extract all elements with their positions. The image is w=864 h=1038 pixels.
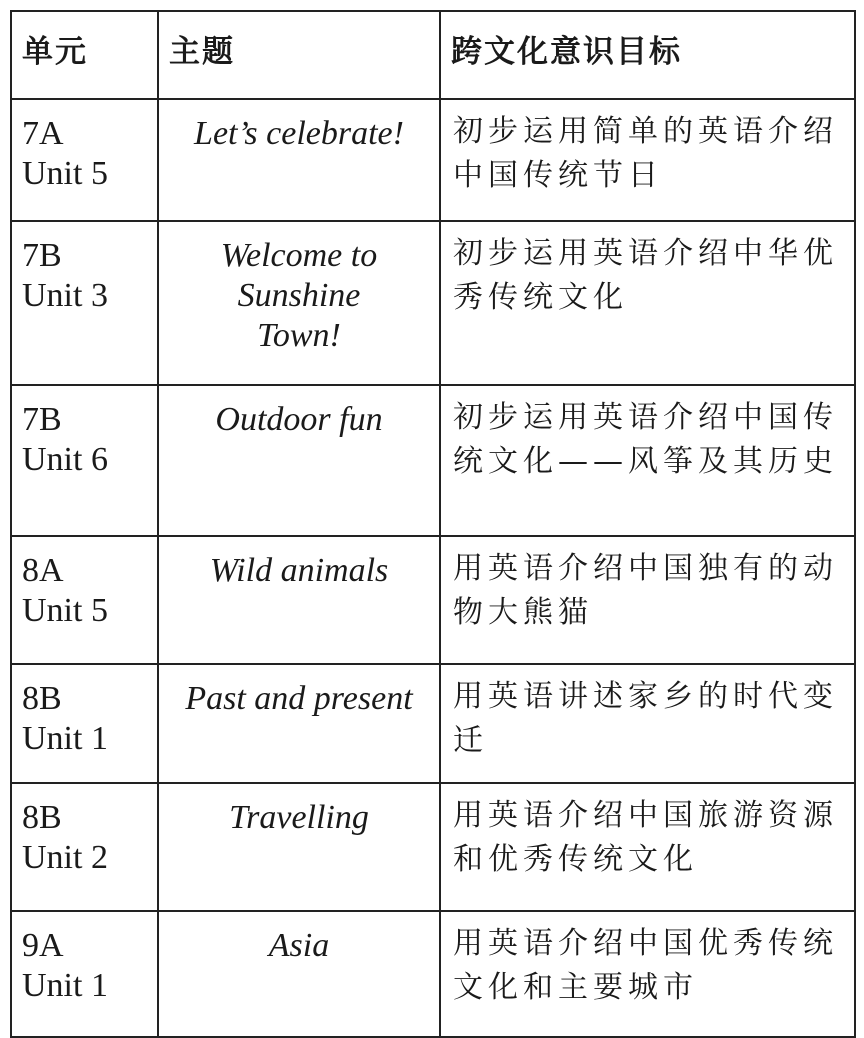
- grade-label: 8B: [22, 799, 62, 836]
- grade-label: 8B: [22, 680, 62, 717]
- unit-label: Unit 5: [22, 155, 108, 192]
- unit-label: Unit 3: [22, 277, 108, 314]
- grade-label: 7A: [22, 115, 64, 152]
- unit-cell: [11, 911, 158, 1037]
- table-row: [11, 783, 855, 911]
- theme-cell: Outdoor fun: [158, 385, 440, 536]
- unit-label: Unit 1: [22, 967, 108, 1004]
- table-row: [11, 221, 855, 385]
- table-row: [11, 536, 855, 664]
- table-row: [11, 385, 855, 536]
- header-goal: 跨文化意识目标: [440, 11, 855, 99]
- goal-cell: 用英语讲述家乡的时代变迁: [440, 664, 855, 783]
- unit-cell: [11, 664, 158, 783]
- unit-label: Unit 1: [22, 720, 108, 757]
- unit-cell: [11, 385, 158, 536]
- grade-label: 8A: [22, 552, 64, 589]
- table-header-row: [11, 11, 855, 99]
- unit-label: Unit 2: [22, 839, 108, 876]
- goal-cell: 用英语介绍中国旅游资源和优秀传统文化: [440, 783, 855, 911]
- unit-cell: [11, 783, 158, 911]
- unit-cell: [11, 221, 158, 385]
- table-row: [11, 911, 855, 1037]
- theme-cell: Welcome to Sunshine Town!: [158, 221, 440, 385]
- grade-label: 7B: [22, 237, 62, 274]
- goal-cell: 初步运用简单的英语介绍中国传统节日: [440, 99, 855, 221]
- goal-cell: 用英语介绍中国优秀传统文化和主要城市: [440, 911, 855, 1037]
- theme-cell: Past and present: [158, 664, 440, 783]
- unit-cell: [11, 99, 158, 221]
- table-row: [11, 99, 855, 221]
- goal-cell: 初步运用英语介绍中华优秀传统文化: [440, 221, 855, 385]
- goal-cell: 初步运用英语介绍中国传统文化——风筝及其历史: [440, 385, 855, 536]
- unit-label: Unit 6: [22, 441, 108, 478]
- theme-cell: Let’s celebrate!: [158, 99, 440, 221]
- goal-cell: 用英语介绍中国独有的动物大熊猫: [440, 536, 855, 664]
- header-unit: 单元: [11, 11, 158, 99]
- table-row: [11, 664, 855, 783]
- unit-goals-table: [10, 10, 856, 1038]
- unit-label: Unit 5: [22, 592, 108, 629]
- theme-cell: Asia: [158, 911, 440, 1037]
- theme-cell: Travelling: [158, 783, 440, 911]
- unit-cell: [11, 536, 158, 664]
- grade-label: 7B: [22, 401, 62, 438]
- theme-cell: Wild animals: [158, 536, 440, 664]
- grade-label: 9A: [22, 927, 64, 964]
- header-theme: 主题: [158, 11, 440, 99]
